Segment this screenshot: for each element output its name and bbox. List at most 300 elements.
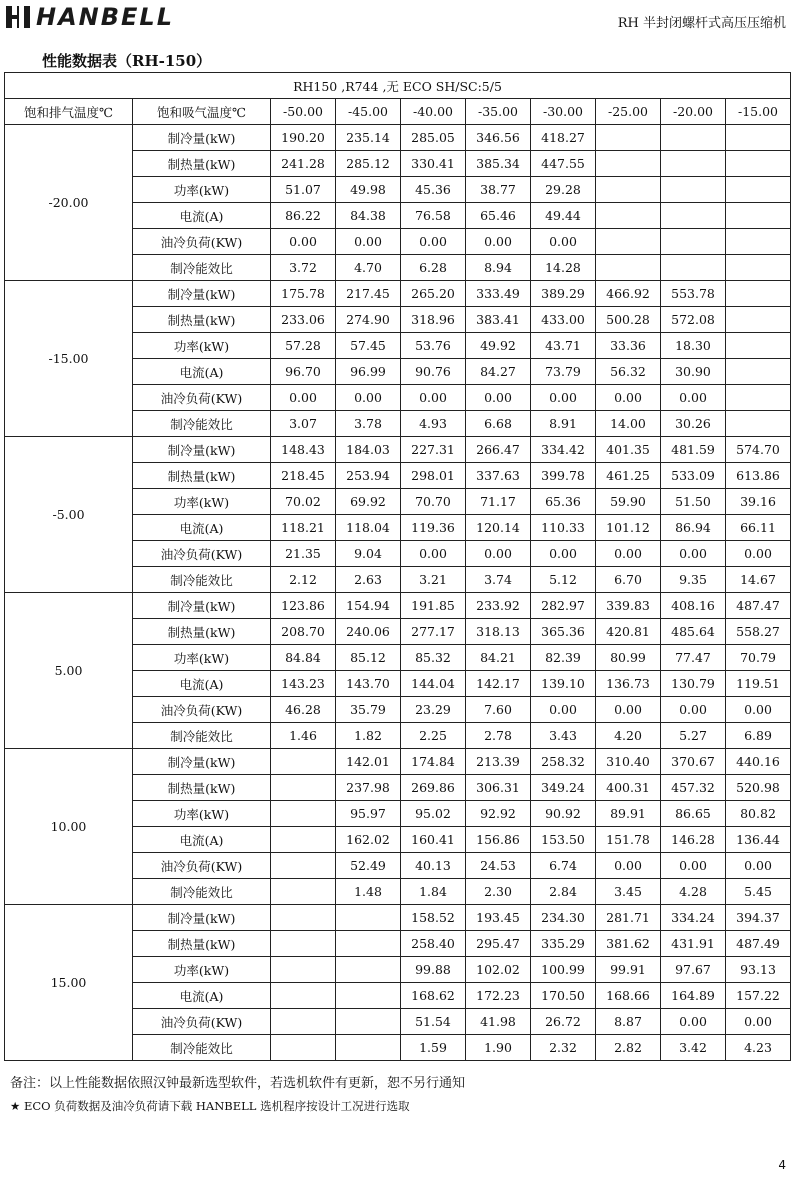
value-cell: 84.27 (466, 359, 531, 385)
metric-label: 油冷负荷(KW) (133, 229, 271, 255)
notes (10, 1073, 465, 1117)
metric-label: 制冷能效比 (133, 411, 271, 437)
value-cell: 408.16 (661, 593, 726, 619)
value-cell: 485.64 (661, 619, 726, 645)
value-cell: 89.91 (596, 801, 661, 827)
value-cell: 394.37 (726, 905, 791, 931)
value-cell: 52.49 (336, 853, 401, 879)
value-cell: 5.45 (726, 879, 791, 905)
value-cell: 0.00 (336, 385, 401, 411)
value-cell: 146.28 (661, 827, 726, 853)
value-cell: 193.45 (466, 905, 531, 931)
section-title: 性能数据表（RH-150） (42, 52, 212, 70)
value-cell: 49.44 (531, 203, 596, 229)
value-cell: 227.31 (401, 437, 466, 463)
value-cell: 274.90 (336, 307, 401, 333)
value-cell: 8.87 (596, 1009, 661, 1035)
value-cell: 100.99 (531, 957, 596, 983)
metric-label: 制冷量(kW) (133, 281, 271, 307)
value-cell: 298.01 (401, 463, 466, 489)
hanbell-logo (6, 4, 174, 30)
performance-table (4, 72, 791, 1061)
value-cell: 277.17 (401, 619, 466, 645)
suction-temp-cell: -40.00 (401, 99, 466, 125)
value-cell: 6.68 (466, 411, 531, 437)
value-cell (726, 177, 791, 203)
value-cell: 333.49 (466, 281, 531, 307)
metric-label: 制热量(kW) (133, 151, 271, 177)
value-cell: 0.00 (661, 1009, 726, 1035)
value-cell: 45.36 (401, 177, 466, 203)
value-cell: 0.00 (661, 541, 726, 567)
value-cell: 2.30 (466, 879, 531, 905)
value-cell: 337.63 (466, 463, 531, 489)
value-cell (726, 281, 791, 307)
value-cell: 142.01 (336, 749, 401, 775)
value-cell: 4.23 (726, 1035, 791, 1061)
value-cell (336, 905, 401, 931)
metric-label: 制冷量(kW) (133, 905, 271, 931)
value-cell: 151.78 (596, 827, 661, 853)
value-cell: 96.70 (271, 359, 336, 385)
value-cell: 9.35 (661, 567, 726, 593)
value-cell: 53.76 (401, 333, 466, 359)
value-cell: 97.67 (661, 957, 726, 983)
suction-temp-cell: -30.00 (531, 99, 596, 125)
table-row (5, 281, 791, 307)
value-cell: 285.05 (401, 125, 466, 151)
value-cell: 0.00 (726, 1009, 791, 1035)
value-cell: 95.02 (401, 801, 466, 827)
value-cell: 266.47 (466, 437, 531, 463)
value-cell: 14.67 (726, 567, 791, 593)
value-cell (271, 827, 336, 853)
discharge-temp-cell: -15.00 (5, 281, 133, 437)
metric-label: 制热量(kW) (133, 307, 271, 333)
value-cell: 447.55 (531, 151, 596, 177)
value-cell: 92.92 (466, 801, 531, 827)
value-cell: 154.94 (336, 593, 401, 619)
value-cell: 0.00 (661, 853, 726, 879)
value-cell (661, 229, 726, 255)
suction-temp-cell: -25.00 (596, 99, 661, 125)
value-cell: 120.14 (466, 515, 531, 541)
value-cell: 51.54 (401, 1009, 466, 1035)
value-cell (596, 229, 661, 255)
metric-label: 油冷负荷(KW) (133, 697, 271, 723)
value-cell: 86.65 (661, 801, 726, 827)
value-cell: 35.79 (336, 697, 401, 723)
value-cell: 334.24 (661, 905, 726, 931)
value-cell: 84.38 (336, 203, 401, 229)
table-row (5, 437, 791, 463)
value-cell: 30.26 (661, 411, 726, 437)
value-cell: 3.45 (596, 879, 661, 905)
value-cell: 172.23 (466, 983, 531, 1009)
value-cell: 174.84 (401, 749, 466, 775)
value-cell (336, 957, 401, 983)
value-cell: 306.31 (466, 775, 531, 801)
value-cell: 0.00 (271, 229, 336, 255)
discharge-temp-cell: 10.00 (5, 749, 133, 905)
metric-label: 制热量(kW) (133, 931, 271, 957)
metric-label: 电流(A) (133, 203, 271, 229)
value-cell (726, 333, 791, 359)
value-cell: 23.29 (401, 697, 466, 723)
value-cell: 240.06 (336, 619, 401, 645)
metric-label: 功率(kW) (133, 957, 271, 983)
discharge-temp-cell: 5.00 (5, 593, 133, 749)
value-cell: 57.28 (271, 333, 336, 359)
value-cell: 334.42 (531, 437, 596, 463)
value-cell: 2.78 (466, 723, 531, 749)
suction-temp-cell: -15.00 (726, 99, 791, 125)
value-cell: 241.28 (271, 151, 336, 177)
value-cell: 76.58 (401, 203, 466, 229)
value-cell: 281.71 (596, 905, 661, 931)
value-cell: 14.00 (596, 411, 661, 437)
value-cell (661, 255, 726, 281)
metric-label: 制冷能效比 (133, 723, 271, 749)
value-cell (271, 1009, 336, 1035)
value-cell: 5.12 (531, 567, 596, 593)
value-cell: 160.41 (401, 827, 466, 853)
value-cell: 285.12 (336, 151, 401, 177)
value-cell: 41.98 (466, 1009, 531, 1035)
value-cell: 0.00 (596, 385, 661, 411)
value-cell: 487.47 (726, 593, 791, 619)
value-cell: 399.78 (531, 463, 596, 489)
value-cell: 1.46 (271, 723, 336, 749)
metric-label: 油冷负荷(KW) (133, 1009, 271, 1035)
metric-label: 电流(A) (133, 359, 271, 385)
table-row (5, 749, 791, 775)
value-cell: 70.02 (271, 489, 336, 515)
value-cell: 401.35 (596, 437, 661, 463)
value-cell: 80.99 (596, 645, 661, 671)
value-cell: 119.51 (726, 671, 791, 697)
metric-label: 制冷能效比 (133, 255, 271, 281)
value-cell: 0.00 (466, 385, 531, 411)
value-cell: 0.00 (401, 385, 466, 411)
value-cell: 84.84 (271, 645, 336, 671)
metric-label: 制冷能效比 (133, 879, 271, 905)
value-cell: 553.78 (661, 281, 726, 307)
value-cell: 70.79 (726, 645, 791, 671)
metric-label: 电流(A) (133, 983, 271, 1009)
value-cell: 6.89 (726, 723, 791, 749)
value-cell: 335.29 (531, 931, 596, 957)
value-cell: 168.62 (401, 983, 466, 1009)
value-cell: 3.72 (271, 255, 336, 281)
value-cell: 2.82 (596, 1035, 661, 1061)
value-cell: 148.43 (271, 437, 336, 463)
suction-temp-cell: -35.00 (466, 99, 531, 125)
value-cell: 234.30 (531, 905, 596, 931)
value-cell: 6.28 (401, 255, 466, 281)
discharge-temp-header: 饱和排气温度℃ (5, 99, 133, 125)
value-cell: 1.84 (401, 879, 466, 905)
suction-temp-cell: -50.00 (271, 99, 336, 125)
value-cell: 574.70 (726, 437, 791, 463)
value-cell (661, 203, 726, 229)
value-cell: 119.36 (401, 515, 466, 541)
value-cell (726, 255, 791, 281)
note-remark: 备注：以上性能数据依照汉钟最新选型软件，若选机软件有更新，恕不另行通知 (10, 1076, 466, 1091)
metric-label: 制冷量(kW) (133, 593, 271, 619)
value-cell: 318.13 (466, 619, 531, 645)
value-cell (271, 801, 336, 827)
table-row (5, 125, 791, 151)
metric-label: 油冷负荷(KW) (133, 853, 271, 879)
value-cell: 420.81 (596, 619, 661, 645)
value-cell: 49.92 (466, 333, 531, 359)
value-cell (726, 411, 791, 437)
value-cell (726, 307, 791, 333)
discharge-temp-cell: 15.00 (5, 905, 133, 1061)
metric-label: 制冷量(kW) (133, 125, 271, 151)
value-cell: 217.45 (336, 281, 401, 307)
value-cell (596, 203, 661, 229)
value-cell: 66.11 (726, 515, 791, 541)
value-cell: 0.00 (596, 853, 661, 879)
metric-label: 制热量(kW) (133, 619, 271, 645)
value-cell: 310.40 (596, 749, 661, 775)
value-cell: 110.33 (531, 515, 596, 541)
value-cell: 24.53 (466, 853, 531, 879)
metric-label: 制冷量(kW) (133, 437, 271, 463)
value-cell: 235.14 (336, 125, 401, 151)
value-cell: 2.32 (531, 1035, 596, 1061)
metric-label: 油冷负荷(KW) (133, 541, 271, 567)
value-cell: 0.00 (596, 697, 661, 723)
value-cell: 70.70 (401, 489, 466, 515)
value-cell (726, 229, 791, 255)
value-cell: 253.94 (336, 463, 401, 489)
value-cell: 1.82 (336, 723, 401, 749)
metric-label: 制热量(kW) (133, 775, 271, 801)
suction-temp-cell: -20.00 (661, 99, 726, 125)
logo-icon (6, 6, 30, 28)
value-cell: 433.00 (531, 307, 596, 333)
value-cell: 461.25 (596, 463, 661, 489)
value-cell: 0.00 (401, 229, 466, 255)
value-cell: 21.35 (271, 541, 336, 567)
value-cell: 233.92 (466, 593, 531, 619)
value-cell: 0.00 (726, 697, 791, 723)
series-title: RH 半封闭螺杆式高压压缩机 (617, 16, 786, 31)
value-cell (271, 853, 336, 879)
value-cell (336, 1035, 401, 1061)
value-cell: 1.59 (401, 1035, 466, 1061)
value-cell: 157.22 (726, 983, 791, 1009)
value-cell: 418.27 (531, 125, 596, 151)
value-cell (336, 1009, 401, 1035)
value-cell: 143.23 (271, 671, 336, 697)
value-cell: 82.39 (531, 645, 596, 671)
value-cell: 4.70 (336, 255, 401, 281)
value-cell: 0.00 (726, 853, 791, 879)
value-cell: 153.50 (531, 827, 596, 853)
metric-label: 功率(kW) (133, 177, 271, 203)
value-cell: 457.32 (661, 775, 726, 801)
value-cell: 142.17 (466, 671, 531, 697)
value-cell: 38.77 (466, 177, 531, 203)
note-eco: ★ ECO 负荷数据及油冷负荷请下载 HANBELL 选机程序按设计工况进行选取 (10, 1099, 410, 1113)
value-cell: 381.62 (596, 931, 661, 957)
header-row (5, 99, 791, 125)
value-cell: 318.96 (401, 307, 466, 333)
value-cell (336, 983, 401, 1009)
value-cell: 558.27 (726, 619, 791, 645)
metric-label: 功率(kW) (133, 489, 271, 515)
value-cell (596, 177, 661, 203)
value-cell: 99.88 (401, 957, 466, 983)
metric-label: 电流(A) (133, 515, 271, 541)
value-cell: 330.41 (401, 151, 466, 177)
value-cell: 1.90 (466, 1035, 531, 1061)
value-cell: 0.00 (466, 541, 531, 567)
value-cell: 191.85 (401, 593, 466, 619)
value-cell: 56.32 (596, 359, 661, 385)
value-cell: 0.00 (661, 697, 726, 723)
value-cell: 96.99 (336, 359, 401, 385)
value-cell: 3.21 (401, 567, 466, 593)
value-cell: 86.22 (271, 203, 336, 229)
value-cell: 71.17 (466, 489, 531, 515)
value-cell: 123.86 (271, 593, 336, 619)
value-cell: 101.12 (596, 515, 661, 541)
metric-label: 电流(A) (133, 827, 271, 853)
value-cell: 237.98 (336, 775, 401, 801)
value-cell: 0.00 (401, 541, 466, 567)
table-row (5, 593, 791, 619)
value-cell: 102.02 (466, 957, 531, 983)
value-cell: 65.36 (531, 489, 596, 515)
value-cell: 93.13 (726, 957, 791, 983)
value-cell: 65.46 (466, 203, 531, 229)
value-cell: 136.73 (596, 671, 661, 697)
value-cell (661, 177, 726, 203)
value-cell: 533.09 (661, 463, 726, 489)
value-cell: 175.78 (271, 281, 336, 307)
value-cell: 168.66 (596, 983, 661, 1009)
value-cell: 95.97 (336, 801, 401, 827)
value-cell: 339.83 (596, 593, 661, 619)
value-cell: 349.24 (531, 775, 596, 801)
value-cell: 2.84 (531, 879, 596, 905)
page-number: 4 (778, 1158, 786, 1172)
value-cell (726, 151, 791, 177)
value-cell: 84.21 (466, 645, 531, 671)
value-cell: 86.94 (661, 515, 726, 541)
value-cell: 500.28 (596, 307, 661, 333)
value-cell: 39.16 (726, 489, 791, 515)
value-cell: 144.04 (401, 671, 466, 697)
value-cell: 440.16 (726, 749, 791, 775)
table-caption: RH150 ,R744 ,无 ECO SH/SC:5/5 (5, 73, 791, 99)
metric-label: 制热量(kW) (133, 463, 271, 489)
value-cell: 258.32 (531, 749, 596, 775)
value-cell: 4.28 (661, 879, 726, 905)
value-cell: 346.56 (466, 125, 531, 151)
value-cell: 143.70 (336, 671, 401, 697)
value-cell: 0.00 (271, 385, 336, 411)
value-cell: 0.00 (531, 697, 596, 723)
value-cell (336, 931, 401, 957)
value-cell: 162.02 (336, 827, 401, 853)
value-cell: 3.07 (271, 411, 336, 437)
value-cell: 6.74 (531, 853, 596, 879)
value-cell: 1.48 (336, 879, 401, 905)
value-cell: 4.93 (401, 411, 466, 437)
discharge-temp-cell: -20.00 (5, 125, 133, 281)
metric-label: 功率(kW) (133, 801, 271, 827)
value-cell: 158.52 (401, 905, 466, 931)
logo-text: HANBELL (36, 3, 175, 31)
table-row (5, 905, 791, 931)
value-cell: 57.45 (336, 333, 401, 359)
value-cell (271, 905, 336, 931)
value-cell: 0.00 (466, 229, 531, 255)
value-cell: 8.91 (531, 411, 596, 437)
value-cell (726, 385, 791, 411)
value-cell (726, 203, 791, 229)
value-cell: 5.27 (661, 723, 726, 749)
value-cell: 282.97 (531, 593, 596, 619)
value-cell: 40.13 (401, 853, 466, 879)
discharge-temp-cell: -5.00 (5, 437, 133, 593)
value-cell: 118.04 (336, 515, 401, 541)
value-cell: 3.78 (336, 411, 401, 437)
value-cell: 190.20 (271, 125, 336, 151)
suction-temp-cell: -45.00 (336, 99, 401, 125)
value-cell: 8.94 (466, 255, 531, 281)
value-cell: 389.29 (531, 281, 596, 307)
value-cell: 26.72 (531, 1009, 596, 1035)
value-cell: 184.03 (336, 437, 401, 463)
value-cell (271, 957, 336, 983)
value-cell (661, 151, 726, 177)
value-cell: 156.86 (466, 827, 531, 853)
metric-label: 功率(kW) (133, 333, 271, 359)
value-cell (271, 749, 336, 775)
value-cell: 295.47 (466, 931, 531, 957)
value-cell: 51.50 (661, 489, 726, 515)
value-cell: 218.45 (271, 463, 336, 489)
metric-label: 制冷能效比 (133, 567, 271, 593)
value-cell: 77.47 (661, 645, 726, 671)
value-cell: 4.20 (596, 723, 661, 749)
value-cell: 520.98 (726, 775, 791, 801)
value-cell: 85.12 (336, 645, 401, 671)
value-cell: 2.12 (271, 567, 336, 593)
value-cell: 164.89 (661, 983, 726, 1009)
value-cell: 365.36 (531, 619, 596, 645)
value-cell (726, 125, 791, 151)
value-cell: 0.00 (531, 541, 596, 567)
value-cell: 265.20 (401, 281, 466, 307)
caption-row (5, 73, 791, 99)
value-cell: 90.76 (401, 359, 466, 385)
value-cell (596, 151, 661, 177)
value-cell: 33.36 (596, 333, 661, 359)
value-cell: 233.06 (271, 307, 336, 333)
value-cell (271, 775, 336, 801)
value-cell (271, 879, 336, 905)
value-cell: 2.25 (401, 723, 466, 749)
value-cell: 80.82 (726, 801, 791, 827)
